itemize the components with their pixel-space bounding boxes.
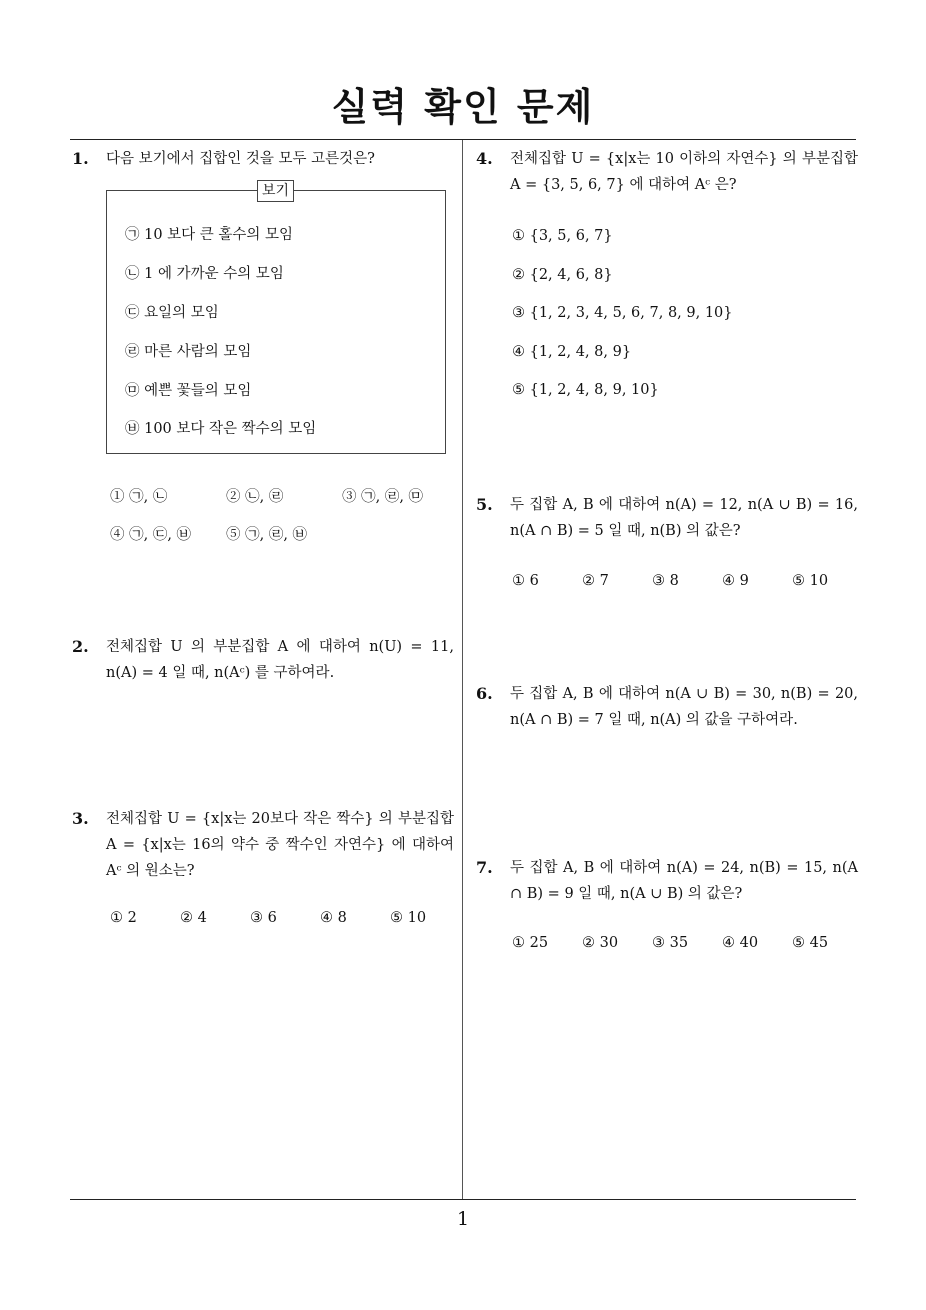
answer-option[interactable]: ⑤ ㉠, ㉣, ㉥ [226,527,308,543]
question-3 [72,806,454,884]
example-box [106,183,446,454]
question-2 [72,634,454,686]
answer-option[interactable]: ② {2, 4, 6, 8} [512,267,613,283]
question-number: 1. [72,149,89,168]
question-text: 전체집합 U 의 부분집합 A 에 대하여 n(U) = 11, n(A) = 4 일 때, n(Aᶜ) 를 구하여라. [106,639,454,681]
answer-option[interactable]: ④ ㉠, ㉢, ㉥ [110,527,192,543]
answer-option[interactable]: ④ {1, 2, 4, 8, 9} [512,344,632,360]
answer-option[interactable]: ③ 35 [652,935,689,951]
question-text: 두 집합 A, B 에 대하여 n(A) = 12, n(A ∪ B) = 16, n(A ∩ B) = 5 일 때, n(B) 의 값은? [510,497,858,539]
question-1 [72,146,452,172]
bottom-rule [70,1199,856,1200]
question-text: 전체집합 U = {x|x는 10 이하의 자연수} 의 부분집합 A = {3, 5, 6, 7} 에 대하여 Aᶜ 은? [510,151,858,193]
question-number: 5. [476,495,493,514]
answer-options [110,910,450,932]
answer-option[interactable]: ④ 9 [722,573,749,589]
answer-option[interactable]: ④ 8 [320,910,347,926]
question-number: 7. [476,858,493,877]
example-item: ㉠ 10 보다 큰 홀수의 모임 [125,227,294,243]
question-text: 두 집합 A, B 에 대하여 n(A) = 24, n(B) = 15, n(A ∩ B) = 9 일 때, n(A ∪ B) 의 값은? [510,860,858,902]
answer-option[interactable]: ① 6 [512,573,539,589]
example-item: ㉤ 예쁜 꽃들의 모임 [125,383,252,399]
example-item: ㉥ 100 보다 작은 짝수의 모임 [125,421,317,437]
answer-option[interactable]: ① {3, 5, 6, 7} [512,228,613,244]
question-number: 3. [72,809,89,828]
answer-option[interactable]: ⑤ 45 [792,935,829,951]
answer-option[interactable]: ③ 6 [250,910,277,926]
answer-option[interactable]: ① 2 [110,910,137,926]
answer-option[interactable]: ② ㉡, ㉣ [226,489,284,505]
question-number: 6. [476,684,493,703]
page-number: 1 [456,1208,470,1230]
page-title: 실력 확인 문제 [331,85,595,129]
answer-option[interactable]: ③ ㉠, ㉣, ㉤ [342,489,424,505]
answer-option[interactable]: ② 30 [582,935,619,951]
answer-option[interactable]: ② 7 [582,573,609,589]
example-item: ㉢ 요일의 모임 [125,305,219,321]
answer-option[interactable]: ② 4 [180,910,207,926]
answer-option[interactable]: ③ {1, 2, 3, 4, 5, 6, 7, 8, 9, 10} [512,305,733,321]
example-item: ㉣ 마른 사람의 모임 [125,344,252,360]
top-rule [70,139,856,140]
answer-option[interactable]: ④ 40 [722,935,759,951]
answer-options [512,228,852,408]
question-text: 전체집합 U = {x|x는 20보다 작은 짝수} 의 부분집합 A = {x|x는 16의 약수 중 짝수인 자연수} 에 대하여 Aᶜ 의 원소는? [106,811,454,879]
answer-option[interactable]: ① 25 [512,935,549,951]
example-item: ㉡ 1 에 가까운 수의 모임 [125,266,284,282]
answer-option[interactable]: ⑤ 10 [390,910,427,926]
question-4 [476,146,858,198]
question-text: 다음 보기에서 집합인 것을 모두 고른것은? [106,151,375,167]
answer-option[interactable]: ① ㉠, ㉡ [110,489,168,505]
column-divider [462,140,463,1200]
question-6 [476,681,858,733]
answer-options [110,485,450,545]
answer-option[interactable]: ⑤ {1, 2, 4, 8, 9, 10} [512,382,659,398]
question-text: 두 집합 A, B 에 대하여 n(A ∪ B) = 30, n(B) = 20, n(A ∩ B) = 7 일 때, n(A) 의 값을 구하여라. [510,686,858,728]
question-7 [476,855,858,907]
answer-option[interactable]: ③ 8 [652,573,679,589]
answer-options [512,573,852,595]
question-number: 2. [72,637,89,656]
answer-option[interactable]: ⑤ 10 [792,573,829,589]
question-number: 4. [476,149,493,168]
example-box-label: 보기 [257,180,294,202]
question-5 [476,492,858,544]
answer-options [512,935,852,957]
